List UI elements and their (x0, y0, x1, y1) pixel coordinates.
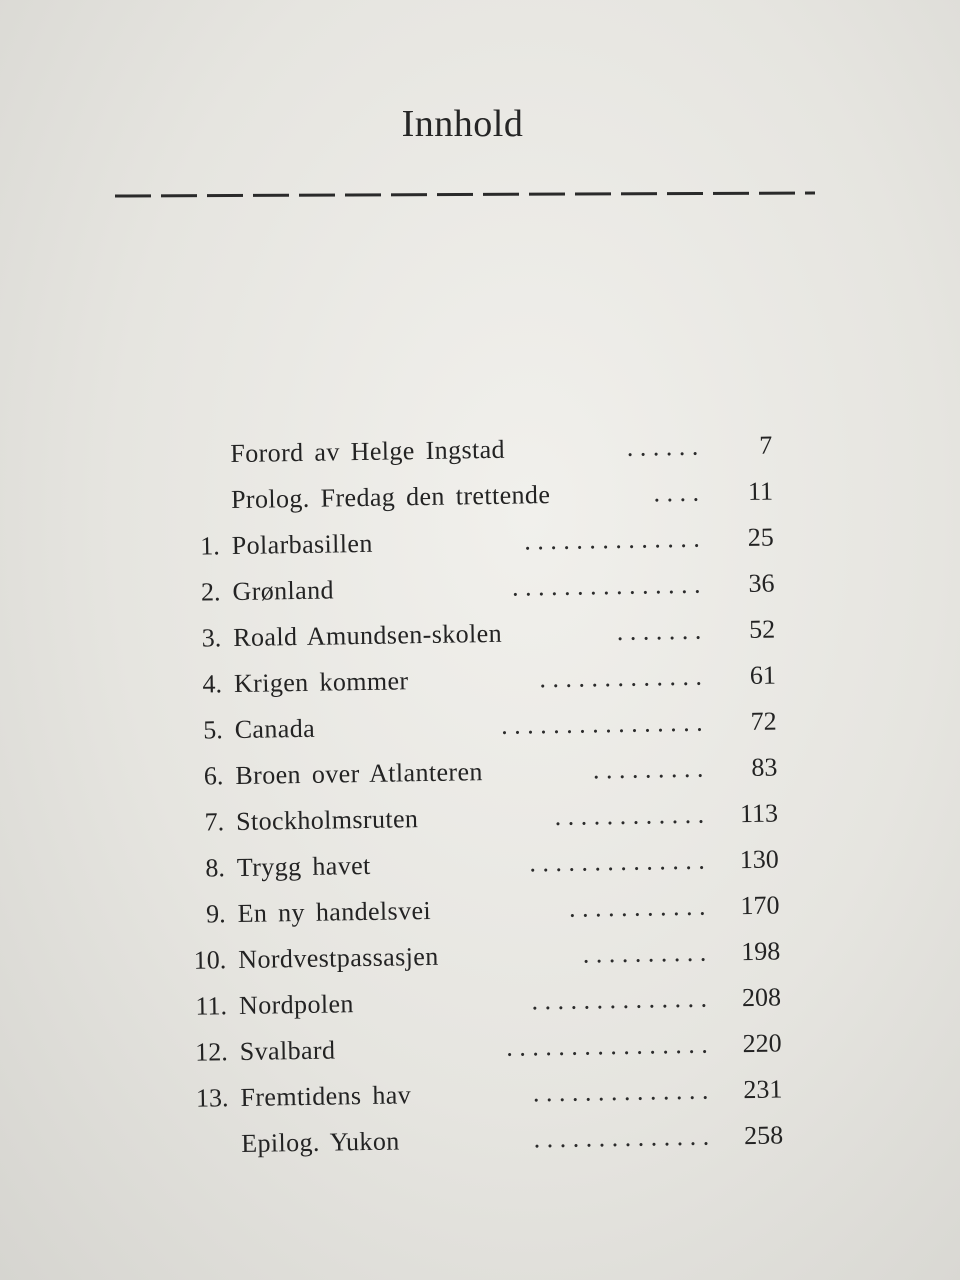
toc-entry-leader: . . . . . . . . . . . . . . (532, 1075, 709, 1108)
toc-entry-page: 61 (749, 660, 777, 690)
toc-entry-number: 12. (195, 1037, 228, 1067)
toc-entry-page: 258 (743, 1120, 784, 1151)
toc-entry-title: Roald Amundsen-skolen (233, 618, 503, 653)
toc-entry-title: Broen over Atlanteren (235, 757, 484, 791)
toc-entry-title: Nordvestpassasjen (238, 941, 439, 974)
toc-entry-number: 11. (195, 991, 228, 1021)
toc-entry-page: 208 (741, 982, 782, 1013)
toc-entry-leader: . . . . . . . . . . . (568, 891, 706, 923)
toc-entry-title: Forord av Helge Ingstad (230, 434, 506, 469)
toc-entry-page: 52 (748, 614, 776, 644)
toc-entry-leader: . . . . . . . . . . . . . (539, 661, 703, 694)
toc-entry-number (181, 1121, 229, 1122)
toc-entry-number: 1. (200, 531, 221, 561)
toc-entry-page: 83 (751, 752, 778, 782)
toc-entry-leader: . . . . . . . . . . . . . . (533, 1121, 710, 1154)
toc-entry-title: Canada (234, 713, 316, 745)
toc-entry-number: 8. (205, 853, 226, 883)
toc-entry-title: Epilog. Yukon (240, 1126, 400, 1158)
toc-entry-leader: . . . . . . . . . . . . . . . . (500, 707, 703, 740)
dashed-divider (115, 191, 815, 197)
toc-entry-title: Krigen kommer (233, 666, 409, 699)
toc-entry-title: Trygg havet (236, 850, 371, 883)
toc-entry-page: 7 (759, 430, 773, 460)
toc-entry-title: Fremtidens hav (240, 1080, 412, 1112)
toc-entry-page: 25 (747, 522, 774, 552)
toc-entry-page: 72 (750, 706, 777, 736)
toc-entry-page: 11 (747, 476, 774, 506)
toc-entry-title: Nordpolen (238, 989, 355, 1020)
toc-entry-leader: . . . . . . . . . . . . (554, 799, 705, 832)
toc-entry-page: 113 (739, 798, 779, 829)
toc-entry-leader: . . . . . . . . . . . . . . . (511, 569, 701, 602)
page-title: Innhold (401, 103, 524, 145)
toc-entry-title: Stockholmsruten (235, 804, 419, 837)
toc-entry-number: 6. (203, 761, 224, 791)
toc-entry-title: Prolog. Fredag den trettende (230, 480, 551, 515)
toc-entry-leader: . . . . . . (626, 431, 699, 462)
toc-entry-number: 10. (193, 945, 227, 975)
toc-entry-page: 231 (743, 1074, 783, 1105)
toc-entry-number: 7. (204, 807, 225, 837)
toc-entry-leader: . . . . . . . . . . (582, 937, 707, 969)
toc-entry-title: Polarbasillen (231, 528, 373, 561)
toc-entry-page: 220 (742, 1028, 782, 1059)
toc-entry-page: 130 (739, 844, 780, 875)
toc-entry-number: 3. (201, 623, 222, 653)
toc-entry (181, 1112, 802, 1168)
toc-entry-leader: . . . . . . . . . . . . . . (524, 523, 700, 556)
toc-entry-leader: . . . . . . . . . . . . . . . . (505, 1029, 708, 1062)
table-of-contents (170, 422, 801, 1168)
toc-entry-leader: . . . . (653, 477, 700, 508)
toc-entry-title: En ny handelsvei (237, 895, 432, 928)
toc-entry-leader: . . . . . . . . . (592, 753, 704, 785)
toc-entry-leader: . . . . . . . . . . . . . . (531, 983, 708, 1016)
toc-entry-page: 170 (740, 890, 780, 921)
toc-entry-number: 5. (202, 715, 223, 745)
toc-entry-number: 9. (205, 899, 226, 929)
toc-entry-number: 4. (202, 669, 223, 699)
toc-entry-leader: . . . . . . . . . . . . . . (529, 845, 706, 878)
toc-entry-number: 2. (200, 577, 221, 607)
toc-entry-page: 198 (741, 936, 781, 967)
toc-entry-number: 13. (195, 1083, 229, 1113)
toc-entry-number (171, 477, 219, 478)
toc-entry-page: 36 (748, 568, 775, 598)
toc-entry-title: Grønland (232, 575, 335, 607)
toc-entry-title: Svalbard (239, 1035, 336, 1066)
toc-entry-leader: . . . . . . . (616, 615, 702, 647)
toc-entry-number (170, 431, 218, 432)
